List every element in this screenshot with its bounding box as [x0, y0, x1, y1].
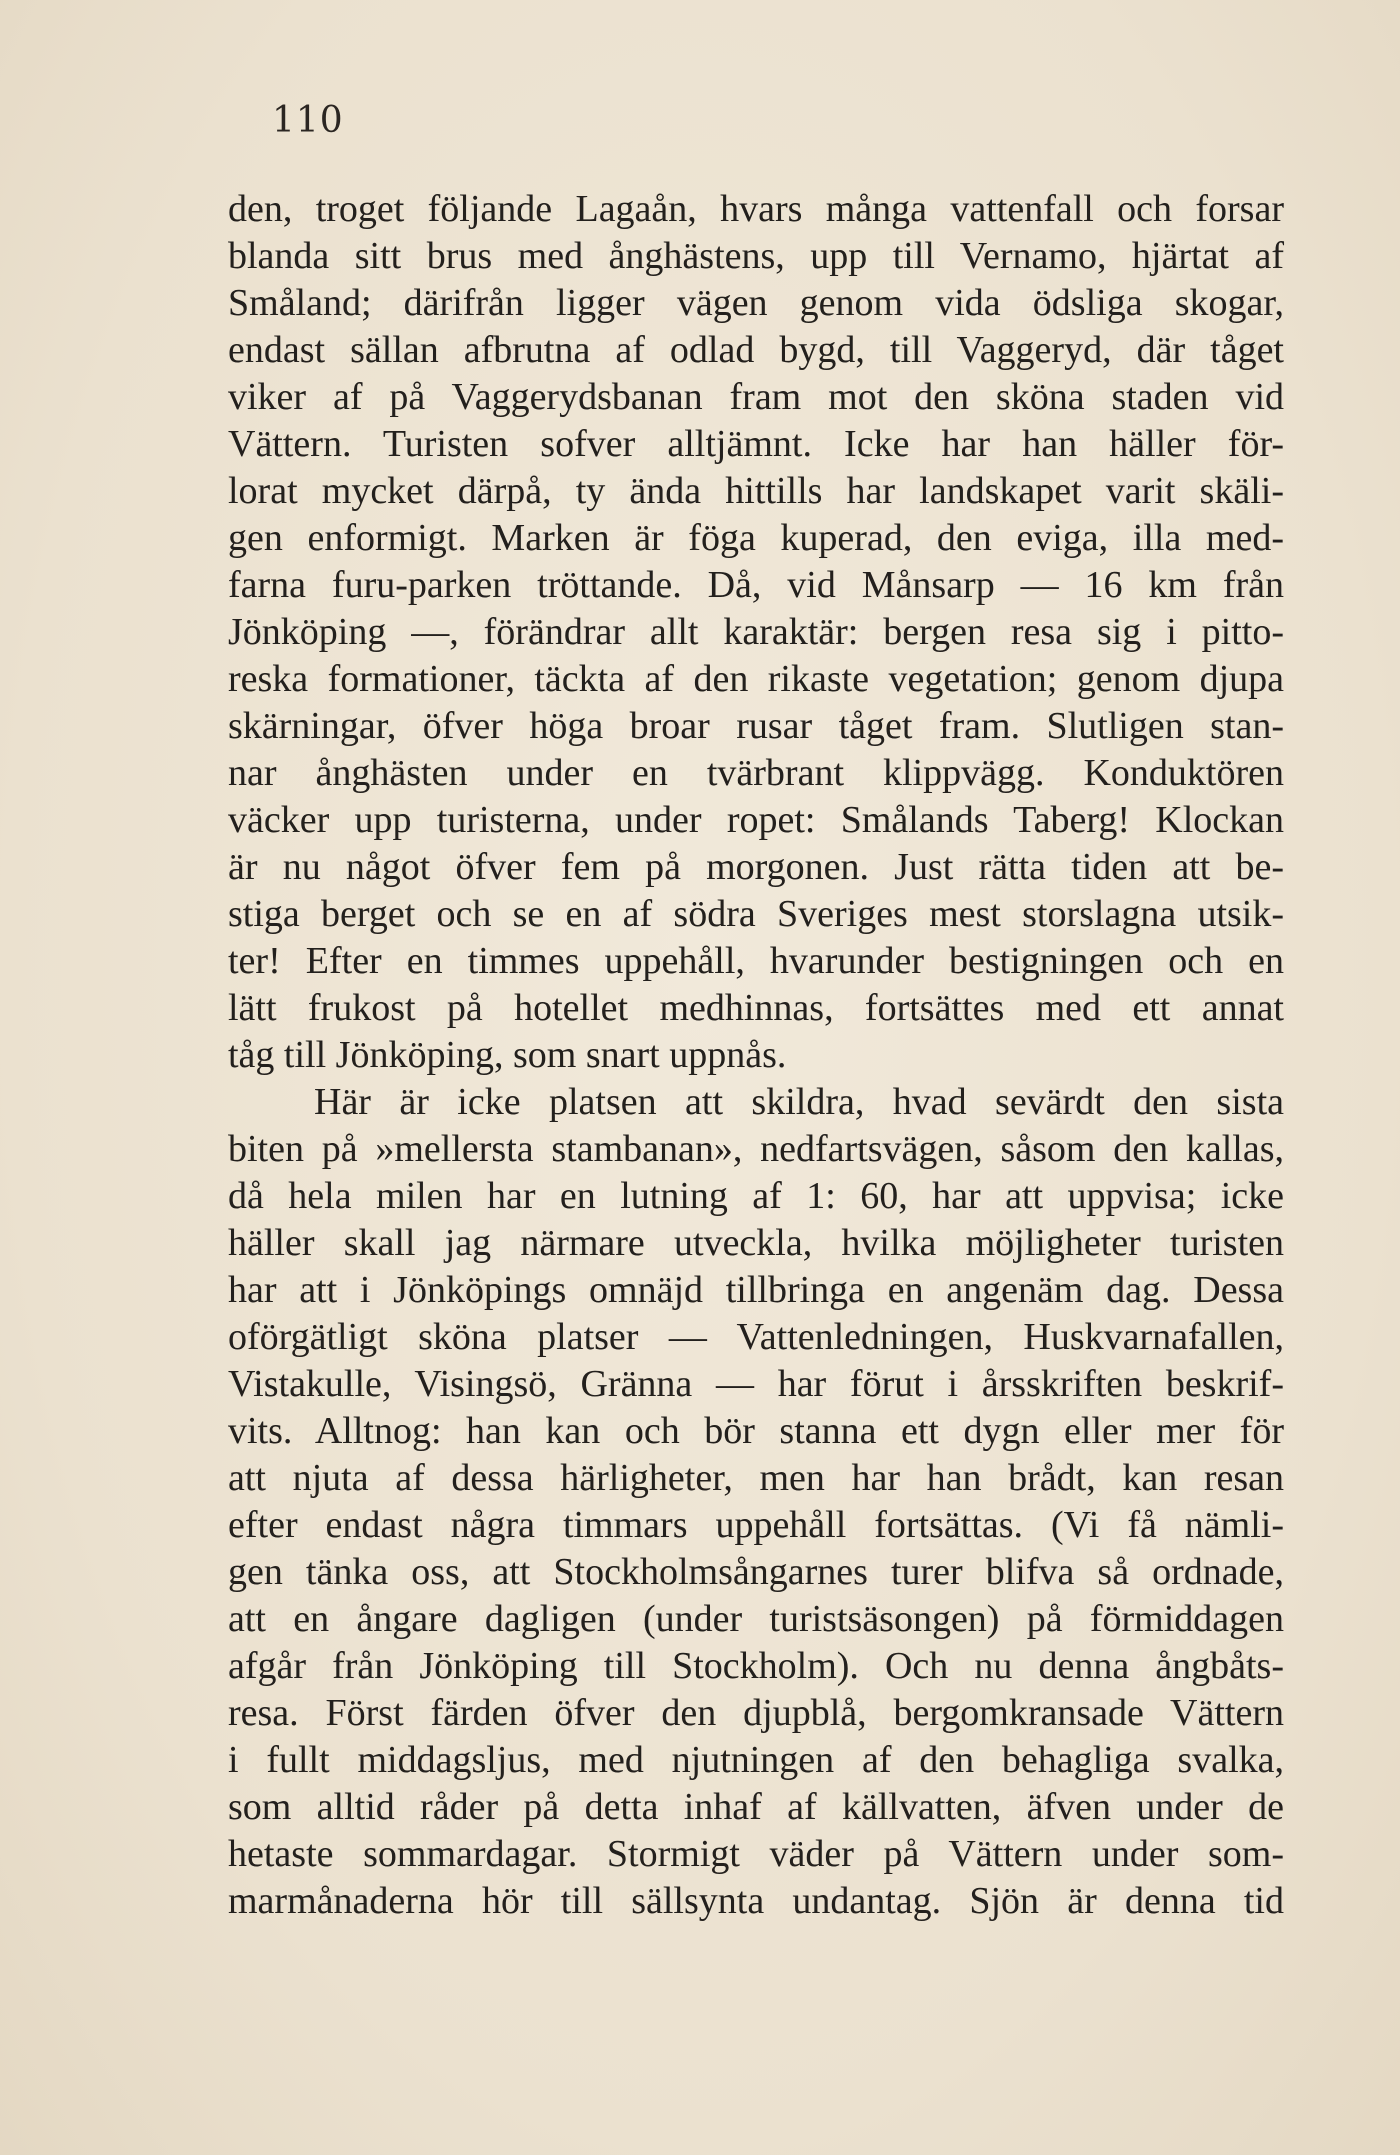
text-line: är nu något öfver fem på morgonen. Just rätta tiden att be-	[228, 846, 1284, 888]
text-line: att njuta af dessa härligheter, men har han brådt, kan resan	[228, 1457, 1284, 1499]
text-line: reska formationer, täckta af den rikaste vegetation; genom djupa	[228, 658, 1284, 700]
text-line: marmånaderna hör till sällsynta undantag. Sjön är denna tid	[228, 1880, 1284, 1922]
text-line: biten på »mellersta stambanan», nedfartsvägen, såsom den kallas,	[228, 1128, 1284, 1170]
text-line: farna furu-parken tröttande. Då, vid Månsarp — 16 km från	[228, 564, 1284, 606]
text-line: resa. Först färden öfver den djupblå, bergomkransade Vättern	[228, 1692, 1284, 1734]
text-line: gen enformigt. Marken är föga kuperad, den eviga, illa med-	[228, 517, 1284, 559]
text-line: väcker upp turisterna, under ropet: Smålands Taberg! Klockan	[228, 799, 1284, 841]
text-line: att en ångare dagligen (under turistsäsongen) på förmiddagen	[228, 1598, 1284, 1640]
text-line: oförgätligt sköna platser — Vattenledningen, Huskvarnafallen,	[228, 1316, 1284, 1358]
text-line: Vättern. Turisten sofver alltjämnt. Icke har han häller för-	[228, 423, 1284, 465]
text-line: vits. Alltnog: han kan och bör stanna ett dygn eller mer för	[228, 1410, 1284, 1452]
text-line: gen tänka oss, att Stockholmsångarnes turer blifva så ordnade,	[228, 1551, 1284, 1593]
text-line-paragraph-end: tåg till Jönköping, som snart uppnås.	[228, 1034, 787, 1076]
text-line: endast sällan afbrutna af odlad bygd, till Vaggeryd, där tåget	[228, 329, 1284, 371]
text-line: häller skall jag närmare utveckla, hvilka möjligheter turisten	[228, 1222, 1284, 1264]
text-line: då hela milen har en lutning af 1: 60, har att uppvisa; icke	[228, 1175, 1284, 1217]
text-line: skärningar, öfver höga broar rusar tåget fram. Slutligen stan-	[228, 705, 1284, 747]
text-line-paragraph-start: Här är icke platsen att skildra, hvad sevärdt den sista	[314, 1081, 1284, 1123]
text-line: den, troget följande Lagaån, hvars många vattenfall och forsar	[228, 188, 1284, 230]
text-line: viker af på Vaggerydsbanan fram mot den sköna staden vid	[228, 376, 1284, 418]
text-line: har att i Jönköpings omnäjd tillbringa en angenäm dag. Dessa	[228, 1269, 1284, 1311]
text-line: Vistakulle, Visingsö, Gränna — har förut i årsskriften beskrif-	[228, 1363, 1284, 1405]
text-line: Jönköping —, förändrar allt karaktär: bergen resa sig i pitto-	[228, 611, 1284, 653]
text-line: i fullt middagsljus, med njutningen af den behagliga svalka,	[228, 1739, 1284, 1781]
text-line: ter! Efter en timmes uppehåll, hvarunder bestigningen och en	[228, 940, 1284, 982]
text-line: efter endast några timmars uppehåll fortsättas. (Vi få nämli-	[228, 1504, 1284, 1546]
text-line: som alltid råder på detta inhaf af källvatten, äfven under de	[228, 1786, 1284, 1828]
text-line: lätt frukost på hotellet medhinnas, fortsättes med ett annat	[228, 987, 1284, 1029]
text-line: lorat mycket därpå, ty ända hittills har landskapet varit skäli-	[228, 470, 1284, 512]
text-line: afgår från Jönköping till Stockholm). Och nu denna ångbåts-	[228, 1645, 1284, 1687]
page-number: 110	[272, 100, 344, 141]
text-line: stiga berget och se en af södra Sveriges mest storslagna utsik-	[228, 893, 1284, 935]
text-line: blanda sitt brus med ånghästens, upp till Vernamo, hjärtat af	[228, 235, 1284, 277]
text-line: nar ånghästen under en tvärbrant klippvägg. Konduktören	[228, 752, 1284, 794]
body-text	[228, 186, 1284, 1925]
text-line: Småland; därifrån ligger vägen genom vida ödsliga skogar,	[228, 282, 1284, 324]
text-line: hetaste sommardagar. Stormigt väder på Vättern under som-	[228, 1833, 1284, 1875]
